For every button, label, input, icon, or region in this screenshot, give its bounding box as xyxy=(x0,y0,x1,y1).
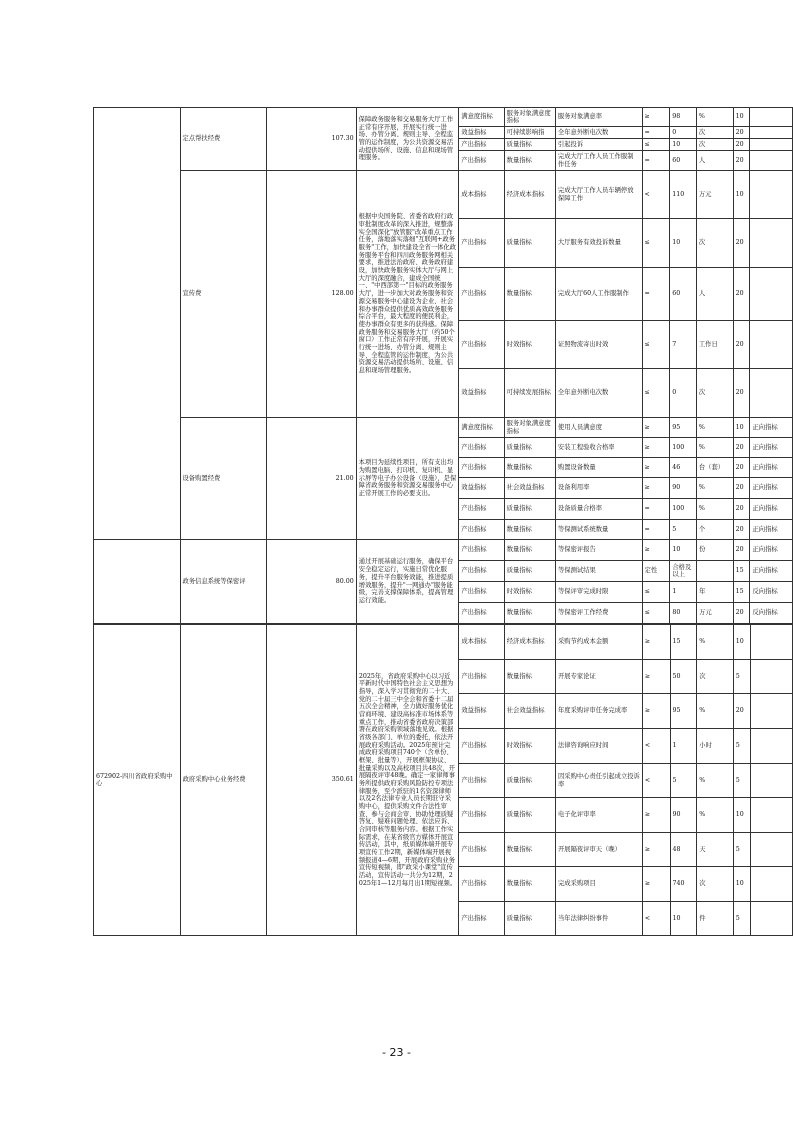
indicator-value: 90 xyxy=(670,798,697,833)
indicator-direction xyxy=(750,127,793,139)
performance-table-middle xyxy=(93,539,793,624)
indicator-l3: 等保测试系统数量 xyxy=(555,520,642,540)
project-description: 2025年，省政府采购中心以习近平新时代中国特色社会主义思想为指导，深入学习贯彻党的二十大、党的二十届三中全会和省委十二届五次全会精神，全力做好服务优化营商环境、建设高标准市场体系等重点工作，推动省委省政府决策部署在政府采购领域落地见效。根据省级各部门、单位的委托，依法开展政府采购活动。2025年预计完成政府采购项目740个（含单份、框架、批量等），开展框架协议、批量采购以及高校项目共48次，开展隔夜评审48晚。确定一家律师事务所提供政府采购风险防控专项法律服务，至少派驻的1名资深律师以及2名法律专业人员长期驻守采购中心，提供采购文件合法性审查、参与会商会审、协助处理质疑答复、疑难问题处理、依法应诉、合同审核等服务内容。根据工作实际需求，在某省级官方媒体开展宣传活动，其中，纸质媒体端开展专项宣传工作2期，新媒体端开展视频报道4—6期，开展政府采购业务宣传短视频，即"政采小课堂"宣传活动，宣传活动一共分为12期，2025年1—12月每月出1期短视频。 xyxy=(356,625,459,936)
indicator-l3: 全年意外断电次数 xyxy=(555,369,642,418)
indicator-op: ≥ xyxy=(642,108,670,127)
indicator-direction xyxy=(750,219,793,268)
table-row xyxy=(94,418,793,438)
indicator-direction xyxy=(750,833,792,867)
indicator-l2: 社会效益指标 xyxy=(504,478,555,499)
indicator-value: 60 xyxy=(670,268,697,321)
indicator-op: ≥ xyxy=(642,867,670,902)
indicator-l1: 产出指标 xyxy=(459,321,504,369)
indicator-weight: 5 xyxy=(733,833,750,867)
indicator-value: 5 xyxy=(670,764,697,798)
indicator-op: ≥ xyxy=(642,660,670,694)
project-name: 政府采购中心业务经费 xyxy=(180,625,267,936)
indicator-l1: 产出指标 xyxy=(459,764,504,798)
indicator-l1: 产出指标 xyxy=(459,582,504,603)
indicator-l2: 质量指标 xyxy=(504,902,555,936)
indicator-l1: 效益指标 xyxy=(459,694,504,729)
indicator-unit: % xyxy=(697,764,734,798)
indicator-l3: 完成大厅工作人员工作服制作任务 xyxy=(555,151,642,171)
indicator-unit: 次 xyxy=(697,660,734,694)
indicator-op: ≥ xyxy=(642,438,670,458)
indicator-l2: 时效指标 xyxy=(504,321,555,369)
indicator-weight: 20 xyxy=(733,478,750,499)
indicator-op: ≥ xyxy=(642,625,670,660)
indicator-unit: % xyxy=(696,108,733,127)
indicator-l2: 数量指标 xyxy=(504,603,555,624)
indicator-direction: 正向指标 xyxy=(750,418,793,438)
indicator-direction xyxy=(750,171,793,219)
indicator-l3: 安装工程验收合格率 xyxy=(555,438,642,458)
indicator-l2: 数量指标 xyxy=(504,151,555,171)
indicator-l3: 电子化评审率 xyxy=(555,798,642,833)
indicator-op: ≤ xyxy=(642,139,670,151)
indicator-l1: 产出指标 xyxy=(459,520,504,540)
indicator-l3: 全年意外断电次数 xyxy=(555,127,642,139)
indicator-value: 0 xyxy=(670,369,697,418)
indicator-l1: 产出指标 xyxy=(459,151,504,171)
indicator-direction xyxy=(750,764,792,798)
indicator-l3: 开展隔夜评审天（晚） xyxy=(555,833,642,867)
project-name: 设备购置经费 xyxy=(180,418,267,540)
indicator-l1: 产出指标 xyxy=(459,499,504,520)
indicator-direction xyxy=(750,268,793,321)
indicator-l3: 等保评审完成时限 xyxy=(556,582,643,603)
indicator-value: 60 xyxy=(670,151,697,171)
indicator-direction xyxy=(750,108,793,127)
indicator-value: 7 xyxy=(670,321,697,369)
indicator-unit: % xyxy=(697,625,734,660)
indicator-value: 110 xyxy=(670,171,697,219)
indicator-op: ≥ xyxy=(642,418,670,438)
indicator-weight: 15 xyxy=(733,582,750,603)
indicator-l1: 满意度指标 xyxy=(459,418,504,438)
indicator-direction: 反向指标 xyxy=(750,603,793,624)
indicator-unit: 份 xyxy=(697,540,734,561)
indicator-op: ≥ xyxy=(642,458,670,478)
indicator-unit: 人 xyxy=(696,151,733,171)
indicator-l3: 完成大厅60人工作服制作 xyxy=(555,268,642,321)
table-row xyxy=(94,171,793,219)
performance-table-top xyxy=(93,107,793,540)
indicator-direction: 正向指标 xyxy=(750,438,793,458)
indicator-l2: 数量指标 xyxy=(504,520,555,540)
indicator-weight: 20 xyxy=(733,458,750,478)
indicator-value: 5 xyxy=(670,520,697,540)
project-amount: 128.00 xyxy=(267,171,357,418)
indicator-weight: 10 xyxy=(733,798,750,833)
project-name: 政务信息系统等保密评 xyxy=(180,540,267,624)
indicator-l3: 完成大厅工作人员车辆停放保障工作 xyxy=(555,171,642,219)
table-row xyxy=(94,625,793,660)
indicator-l1: 产出指标 xyxy=(459,867,504,902)
indicator-weight: 20 xyxy=(733,369,750,418)
indicator-value: 15 xyxy=(670,625,697,660)
indicator-direction: 正向指标 xyxy=(750,540,793,561)
indicator-weight: 10 xyxy=(733,108,750,127)
indicator-op: < xyxy=(642,902,670,936)
indicator-weight: 20 xyxy=(733,694,750,729)
unit-cell-blank xyxy=(94,108,181,540)
indicator-unit: 小时 xyxy=(697,729,734,764)
indicator-l1: 产出指标 xyxy=(459,219,504,268)
indicator-l2: 可持续发展指标 xyxy=(504,369,555,418)
indicator-value: 10 xyxy=(670,540,697,561)
project-name: 宣传费 xyxy=(180,171,267,418)
indicator-unit: 次 xyxy=(696,219,733,268)
indicator-weight: 20 xyxy=(733,603,750,624)
indicator-l1: 满意度指标 xyxy=(459,108,504,127)
indicator-l3: 等保密评工作经费 xyxy=(556,603,643,624)
indicator-unit xyxy=(697,561,734,582)
performance-table-bottom xyxy=(93,624,793,936)
indicator-direction: 正向指标 xyxy=(750,478,793,499)
indicator-direction xyxy=(750,321,793,369)
indicator-op: ≥ xyxy=(642,694,670,729)
indicator-direction: 正向指标 xyxy=(750,520,793,540)
indicator-value: 0 xyxy=(670,127,697,139)
indicator-l2: 数量指标 xyxy=(504,660,555,694)
indicator-l2: 质量指标 xyxy=(504,139,555,151)
indicator-weight: 5 xyxy=(733,729,750,764)
indicator-l2: 数量指标 xyxy=(504,867,555,902)
indicator-l1: 成本指标 xyxy=(459,171,504,219)
indicator-weight: 5 xyxy=(733,764,750,798)
indicator-unit: 件 xyxy=(697,902,734,936)
indicator-value: 100 xyxy=(670,499,697,520)
indicator-l2: 服务对象满意度指标 xyxy=(504,108,555,127)
indicator-l2: 质量指标 xyxy=(504,438,555,458)
indicator-l1: 产出指标 xyxy=(459,798,504,833)
indicator-l2: 数量指标 xyxy=(504,458,555,478)
indicator-op: = xyxy=(642,499,670,520)
indicator-value: 10 xyxy=(670,139,697,151)
indicator-value: 1 xyxy=(670,582,697,603)
indicator-l3: 引起投诉 xyxy=(555,139,642,151)
indicator-l1: 产出指标 xyxy=(459,603,504,624)
indicator-unit: 工作日 xyxy=(696,321,733,369)
indicator-l3: 大厅服务有效投诉数量 xyxy=(555,219,642,268)
indicator-value: 50 xyxy=(670,660,697,694)
indicator-l3: 当年法律纠纷事件 xyxy=(555,902,642,936)
indicator-op: ≤ xyxy=(642,369,670,418)
indicator-l2: 时效指标 xyxy=(504,582,555,603)
indicator-value: 95 xyxy=(670,694,697,729)
indicator-op: = xyxy=(642,151,670,171)
indicator-weight: 15 xyxy=(733,561,750,582)
unit-name: 672902-四川省政府采购中心 xyxy=(94,625,181,936)
indicator-l2: 时效指标 xyxy=(504,729,555,764)
indicator-unit: 年 xyxy=(697,582,734,603)
project-amount: 350.61 xyxy=(267,625,357,936)
indicator-op: < xyxy=(642,729,670,764)
indicator-value: 98 xyxy=(670,108,697,127)
indicator-value: 46 xyxy=(670,458,697,478)
project-description: 保障政务服务和交易服务大厅工作正常有序开展，开展实行统一进场、办管分离、规则主导、全程监管的运作制度，为公共资源交易活动提供场所、设施、信息和现场管理服务。 xyxy=(356,108,459,171)
indicator-unit: 天 xyxy=(697,833,734,867)
indicator-unit: 次 xyxy=(696,369,733,418)
indicator-weight: 20 xyxy=(733,321,750,369)
indicator-unit: % xyxy=(697,694,734,729)
indicator-direction xyxy=(750,660,792,694)
indicator-direction xyxy=(750,151,793,171)
indicator-op: = xyxy=(642,520,670,540)
indicator-weight: 10 xyxy=(733,171,750,219)
project-amount: 80.00 xyxy=(267,540,357,624)
indicator-l3: 购置设备数量 xyxy=(555,458,642,478)
indicator-l2: 质量指标 xyxy=(504,764,555,798)
indicator-l2: 经济成本指标 xyxy=(504,625,555,660)
indicator-l1: 产出指标 xyxy=(459,729,504,764)
indicator-unit: 台（套） xyxy=(696,458,733,478)
indicator-direction xyxy=(750,902,792,936)
indicator-op: ≤ xyxy=(642,219,670,268)
indicator-unit: % xyxy=(696,418,733,438)
indicator-weight: 5 xyxy=(733,902,750,936)
indicator-value: 10 xyxy=(670,219,697,268)
indicator-weight: 10 xyxy=(733,418,750,438)
indicator-op: < xyxy=(642,171,670,219)
indicator-direction xyxy=(750,729,792,764)
indicator-l2: 数量指标 xyxy=(504,833,555,867)
indicator-weight: 10 xyxy=(733,625,750,660)
indicator-op: ≤ xyxy=(642,603,670,624)
indicator-direction: 正向指标 xyxy=(750,458,793,478)
indicator-direction xyxy=(750,694,792,729)
indicator-l2: 质量指标 xyxy=(504,499,555,520)
indicator-l1: 产出指标 xyxy=(459,660,504,694)
indicator-l1: 产出指标 xyxy=(459,458,504,478)
indicator-weight: 20 xyxy=(733,151,750,171)
indicator-weight: 10 xyxy=(733,867,750,902)
indicator-op: = xyxy=(642,268,670,321)
table-row xyxy=(94,108,793,127)
indicator-direction: 正向指标 xyxy=(750,561,793,582)
indicator-direction: 正向指标 xyxy=(750,499,793,520)
indicator-weight: 20 xyxy=(733,127,750,139)
indicator-l1: 产出指标 xyxy=(459,540,504,561)
indicator-direction xyxy=(750,369,793,418)
indicator-l1: 成本指标 xyxy=(459,625,504,660)
indicator-op: ≥ xyxy=(642,478,670,499)
unit-cell-blank xyxy=(94,540,181,624)
indicator-l2: 数量指标 xyxy=(504,540,555,561)
project-name: 定点帮扶经费 xyxy=(180,108,267,171)
indicator-l1: 产出指标 xyxy=(459,438,504,458)
indicator-unit: 万元 xyxy=(696,171,733,219)
indicator-l2: 质量指标 xyxy=(504,561,555,582)
indicator-unit: % xyxy=(696,478,733,499)
indicator-l3: 等保密评报告 xyxy=(556,540,643,561)
project-description: 通过开展基础运行服务，确保平台安全稳定运行，实施日常优化服务，提升平台服务效能，推进提质增效服务，提升"一网通办"服务能级，完善支撑保障体系，提高管理运行效能。 xyxy=(356,540,459,624)
indicator-op: ≤ xyxy=(642,582,670,603)
indicator-op: 定性 xyxy=(642,561,670,582)
indicator-value: 1 xyxy=(670,729,697,764)
indicator-l3: 设备利用率 xyxy=(555,478,642,499)
indicator-weight: 20 xyxy=(733,520,750,540)
indicator-l1: 产出指标 xyxy=(459,902,504,936)
indicator-l3: 设备质量合格率 xyxy=(555,499,642,520)
indicator-l3: 法律咨询响应时间 xyxy=(555,729,642,764)
indicator-l3: 服务对象满意率 xyxy=(555,108,642,127)
indicator-weight: 5 xyxy=(733,660,750,694)
indicator-l3: 采购节约成本金额 xyxy=(555,625,642,660)
table-row xyxy=(94,540,793,561)
indicator-l3: 使用人员满意度 xyxy=(555,418,642,438)
indicator-direction xyxy=(750,625,792,660)
indicator-l1: 产出指标 xyxy=(459,139,504,151)
indicator-op: ≥ xyxy=(642,798,670,833)
indicator-weight: 20 xyxy=(733,268,750,321)
indicator-value: 740 xyxy=(670,867,697,902)
indicator-l2: 质量指标 xyxy=(504,798,555,833)
indicator-value: 100 xyxy=(670,438,697,458)
indicator-op: < xyxy=(642,764,670,798)
indicator-unit: % xyxy=(696,499,733,520)
indicator-l1: 产出指标 xyxy=(459,833,504,867)
indicator-l3: 证照物流寄出时效 xyxy=(555,321,642,369)
indicator-l2: 经济成本指标 xyxy=(504,171,555,219)
indicator-value: 90 xyxy=(670,478,697,499)
indicator-value: 80 xyxy=(670,603,697,624)
indicator-direction: 反向指标 xyxy=(750,582,793,603)
indicator-l3: 完成采购项目 xyxy=(555,867,642,902)
indicator-l1: 效益指标 xyxy=(459,127,504,139)
indicator-l1: 效益指标 xyxy=(459,478,504,499)
indicator-l3: 因采购中心责任引起成立投诉率 xyxy=(555,764,642,798)
indicator-l2: 质量指标 xyxy=(504,219,555,268)
indicator-l1: 产出指标 xyxy=(459,561,504,582)
indicator-l3: 开展专家论证 xyxy=(555,660,642,694)
indicator-unit: 次 xyxy=(697,867,734,902)
indicator-unit: 万元 xyxy=(697,603,734,624)
indicator-unit: 次 xyxy=(696,139,733,151)
indicator-op: ≤ xyxy=(642,321,670,369)
indicator-unit: % xyxy=(697,798,734,833)
indicator-unit: 次 xyxy=(696,127,733,139)
indicator-direction xyxy=(750,867,792,902)
indicator-unit: 个 xyxy=(696,520,733,540)
indicator-l1: 产出指标 xyxy=(459,268,504,321)
project-description: 本项目为延续性项目，所有支出均为购置电脑、打印机、复印机、显示屏等电子办公设备（设施），是保障省政务服务和资源交易服务中心正常开展工作的必要支出。 xyxy=(356,418,459,540)
indicator-l2: 社会效益指标 xyxy=(504,694,555,729)
indicator-l2: 数量指标 xyxy=(504,268,555,321)
indicator-op: ≥ xyxy=(642,540,670,561)
indicator-unit: 人 xyxy=(696,268,733,321)
project-amount: 107.30 xyxy=(267,108,357,171)
indicator-l2: 可持续影响指 xyxy=(504,127,555,139)
indicator-l2: 服务对象满意度指标 xyxy=(504,418,555,438)
indicator-unit: % xyxy=(696,438,733,458)
indicator-op: = xyxy=(642,127,670,139)
project-amount: 21.00 xyxy=(267,418,357,540)
indicator-l1: 效益指标 xyxy=(459,369,504,418)
indicator-value: 合格及以上 xyxy=(670,561,697,582)
indicator-weight: 20 xyxy=(733,438,750,458)
page-number: - 23 - xyxy=(382,1046,411,1059)
indicator-value: 10 xyxy=(670,902,697,936)
indicator-weight: 20 xyxy=(733,219,750,268)
indicator-value: 48 xyxy=(670,833,697,867)
project-description: 根据中央国务院、省委省政府行政审批制度改革的深入推进，规整落实全国深化"放管服"改革重点工作任务，落地落实落细"互联网+政务服务"工作，加快建设全省一体化政务服务平台和四川政务服务网相关要求，推进法治政府、政务政府建设，加快政务服务实体大厅与网上大厅的深度融合，建成全国统一、"中西部第一"目标的政务服务大厅，进一步加大对政务服务和资源交易服务中心建设为企业、社会和办事群众提供优质高效政务服务综合平台，最大程度的便民利企，使办事群众有更多的获得感。保障政务服务和交易服务大厅（约50个窗口）工作正常有序开展，开展实行统一进场、办管分离、规则主导、全程监管的运作制度，为公共资源交易活动提供场所、设施、信息和现场管理服务。 xyxy=(356,171,459,418)
indicator-l3: 年度采购评审任务完成率 xyxy=(555,694,642,729)
indicator-weight: 20 xyxy=(733,499,750,520)
indicator-direction xyxy=(750,798,792,833)
indicator-op: ≥ xyxy=(642,833,670,867)
indicator-l3: 等保测试结果 xyxy=(556,561,643,582)
indicator-direction xyxy=(750,139,793,151)
indicator-value: 95 xyxy=(670,418,697,438)
indicator-weight: 20 xyxy=(733,540,750,561)
indicator-weight: 20 xyxy=(733,139,750,151)
